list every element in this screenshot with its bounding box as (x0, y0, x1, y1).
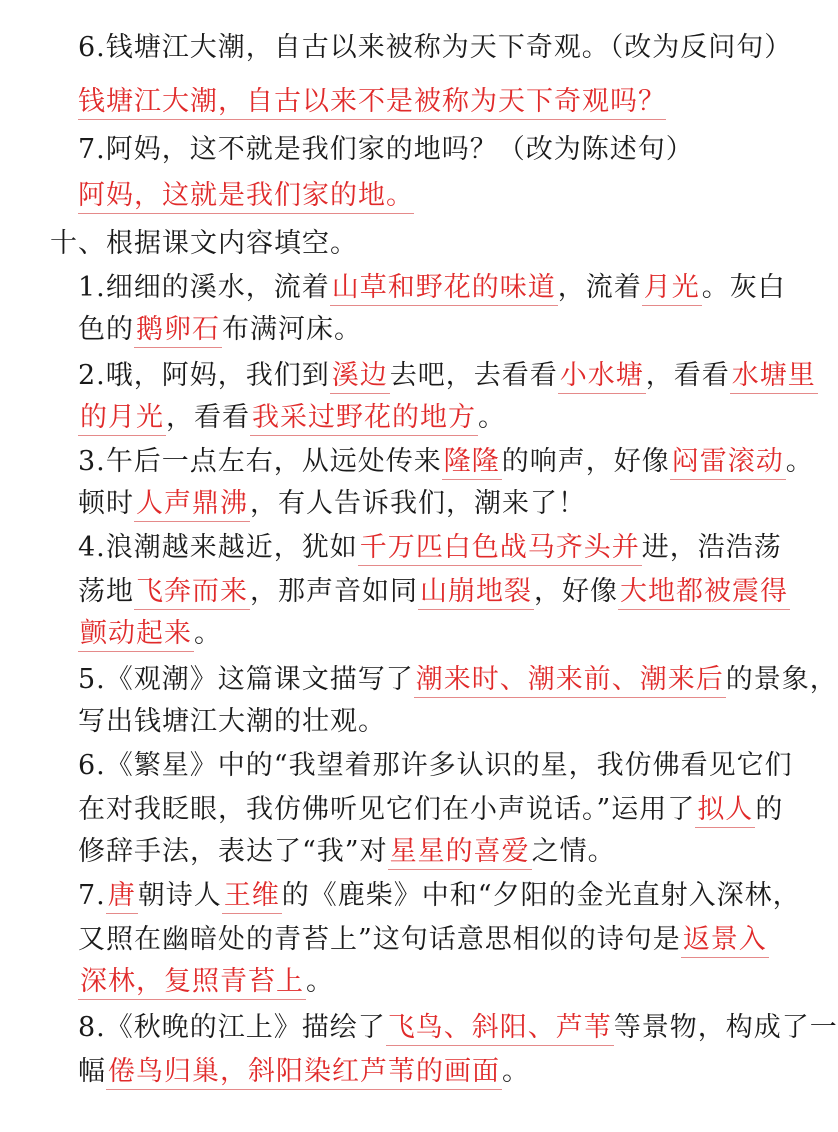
q7-answer: 阿妈，这就是我们家的地。 (78, 176, 414, 216)
item-7-line-3: 深林，复照青苔上。 (78, 962, 334, 1002)
item-7-line-1: 7.唐朝诗人王维的《鹿柴》中和“夕阳的金光直射入深林， (78, 876, 801, 916)
item-6-line-1: 6.《繁星》中的“我望着那许多认识的星，我仿佛看见它们 (78, 750, 793, 781)
item-1-line-2: 色的鹅卵石布满河床。 (78, 310, 362, 350)
item-4-line-1: 4.浪潮越来越近，犹如千万匹白色战马齐头并进，浩浩荡 (78, 528, 782, 568)
item-6-line-3: 修辞手法，表达了“我”对星星的喜爱之情。 (78, 832, 616, 872)
item-3-line-2: 顿时人声鼎沸，有人告诉我们，潮来了！ (78, 484, 586, 524)
item-2-line-1: 2.哦，阿妈，我们到溪边去吧，去看看小水塘，看看水塘里 (78, 356, 818, 396)
item-4-line-2: 荡地飞奔而来，那声音如同山崩地裂，好像大地都被震得 (78, 572, 790, 612)
item-8-line-2: 幅倦鸟归巢，斜阳染红芦苇的画面。 (78, 1052, 530, 1092)
q7-prompt: 7.阿妈，这不就是我们家的地吗？（改为陈述句） (78, 134, 694, 165)
item-8-line-1: 8.《秋晚的江上》描绘了飞鸟、斜阳、芦苇等景物，构成了一 (78, 1008, 838, 1048)
item-2-line-2: 的月光，看看我采过野花的地方。 (78, 398, 506, 438)
q6-prompt: 6.钱塘江大潮，自古以来被称为天下奇观。（改为反问句） (78, 32, 793, 63)
item-7-line-2: 又照在幽暗处的青苔上”这句话意思相似的诗句是返景入 (78, 920, 769, 960)
item-4-line-3: 颤动起来。 (78, 614, 222, 654)
item-6-line-2: 在对我眨眼，我仿佛听见它们在小声说话。”运用了拟人的 (78, 790, 783, 830)
item-5-line-1: 5.《观潮》这篇课文描写了潮来时、潮来前、潮来后的景象， (78, 660, 838, 700)
item-3-line-1: 3.午后一点左右，从远处传来隆隆的响声，好像闷雷滚动。 (78, 442, 814, 482)
item-5-line-2: 写出钱塘江大潮的壮观。 (78, 706, 386, 737)
q6-answer: 钱塘江大潮，自古以来不是被称为天下奇观吗？ (78, 82, 666, 122)
item-1-line-1: 1.细细的溪水，流着山草和野花的味道，流着月光。灰白 (78, 268, 786, 308)
section-title: 十、根据课文内容填空。 (50, 228, 358, 259)
